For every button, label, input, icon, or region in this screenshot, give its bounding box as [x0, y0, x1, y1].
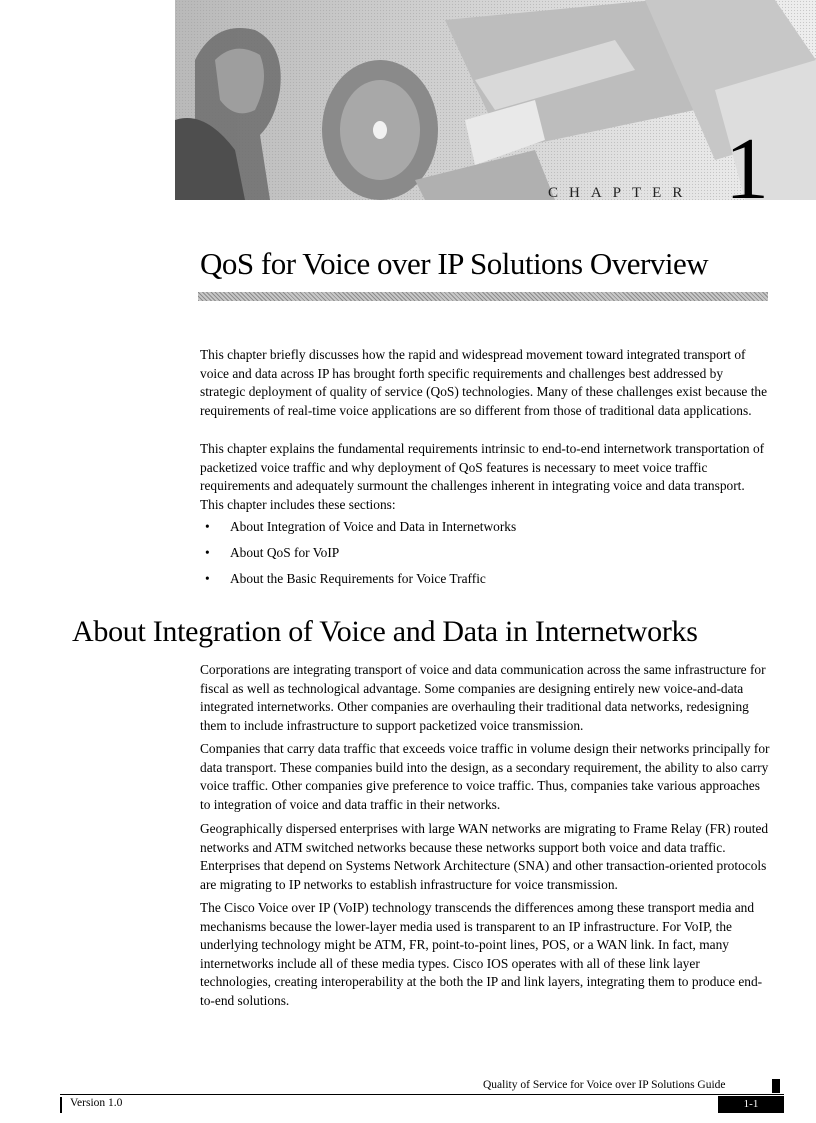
footer-rule: [60, 1094, 784, 1095]
section-paragraph: Corporations are integrating transport of voice and data communication across the same infrastructure for fiscal as well as technological advantage. Some companies are designing entirely new voice-and-data integrated internetworks. Other companies are overhauling their traditional data networks, redesigning them to include infrastructure to support packetized voice transmission.: [200, 662, 766, 733]
section-list: [200, 518, 516, 596]
section-heading: About Integration of Voice and Data in Internetworks: [72, 615, 698, 648]
intro-paragraph-3: This chapter includes these sections:: [200, 497, 396, 512]
chapter-banner-image: [175, 0, 816, 200]
section-list-item[interactable]: • About QoS for VoIP: [200, 544, 516, 570]
page-number: 1-1: [718, 1096, 784, 1113]
intro-paragraph-2: This chapter explains the fundamental requirements intrinsic to end-to-end internetwork transportation of packetized voice traffic and why deployment of QoS features is necessary to meet voice traffic requirements and adequately surmount the challenges inherent in integrating voice and data transport.: [200, 441, 765, 494]
section-paragraph: Geographically dispersed enterprises with large WAN networks are migrating to Frame Relay (FR) routed networks and ATM switched networks because these networks support both voice and data traffic. Enterprises that depend on Systems Network Architecture (SNA) and other transaction-oriented protocols are migrating to IP networks to establish infrastructure for voice transmission.: [200, 821, 769, 892]
section-list-item[interactable]: • About the Basic Requirements for Voice Traffic: [200, 570, 516, 596]
chapter-title: QoS for Voice over IP Solutions Overview: [200, 246, 709, 281]
title-rule: [198, 292, 768, 301]
section-list-item[interactable]: • About Integration of Voice and Data in Internetworks: [200, 518, 516, 544]
chapter-number: 1: [725, 121, 769, 218]
banner-artwork: [175, 0, 816, 200]
version-bar: [60, 1097, 62, 1113]
intro-paragraph-1: This chapter briefly discusses how the rapid and widespread movement toward integrated transport of voice and data across IP has brought forth specific requirements and challenges best addressed by strategic deployment of quality of service (QoS) technologies. Many of these challenges exist because the requirements of real-time voice applications are so different from those of traditional data applications.: [200, 347, 768, 418]
chapter-label: CHAPTER: [548, 185, 694, 201]
section-paragraph: Companies that carry data traffic that exceeds voice traffic in volume design their networks principally for data transport. These companies build into the design, as a secondary requirement, the ability to also carry voice traffic. Other companies give preference to voice traffic. Thus, companies take various approaches to integration of voice and data traffic in their networks.: [200, 741, 770, 812]
footer-marker: [772, 1079, 780, 1093]
footer-guide-title: Quality of Service for Voice over IP Solutions Guide: [483, 1079, 726, 1091]
version-label: Version 1.0: [70, 1097, 123, 1109]
section-paragraph: The Cisco Voice over IP (VoIP) technology transcends the differences among these transport media and mechanisms because the lower-layer media used is transparent to an IP infrastructure. For VoIP, the underlying technology might be ATM, FR, point-to-point lines, POS, or a WAN link. In fact, many internetworks include all of these media types. Cisco IOS operates with all of these link layer technologies, creating interoperability at the both the IP and link layers, integrating them to produce end-to-end solutions.: [200, 900, 763, 1008]
